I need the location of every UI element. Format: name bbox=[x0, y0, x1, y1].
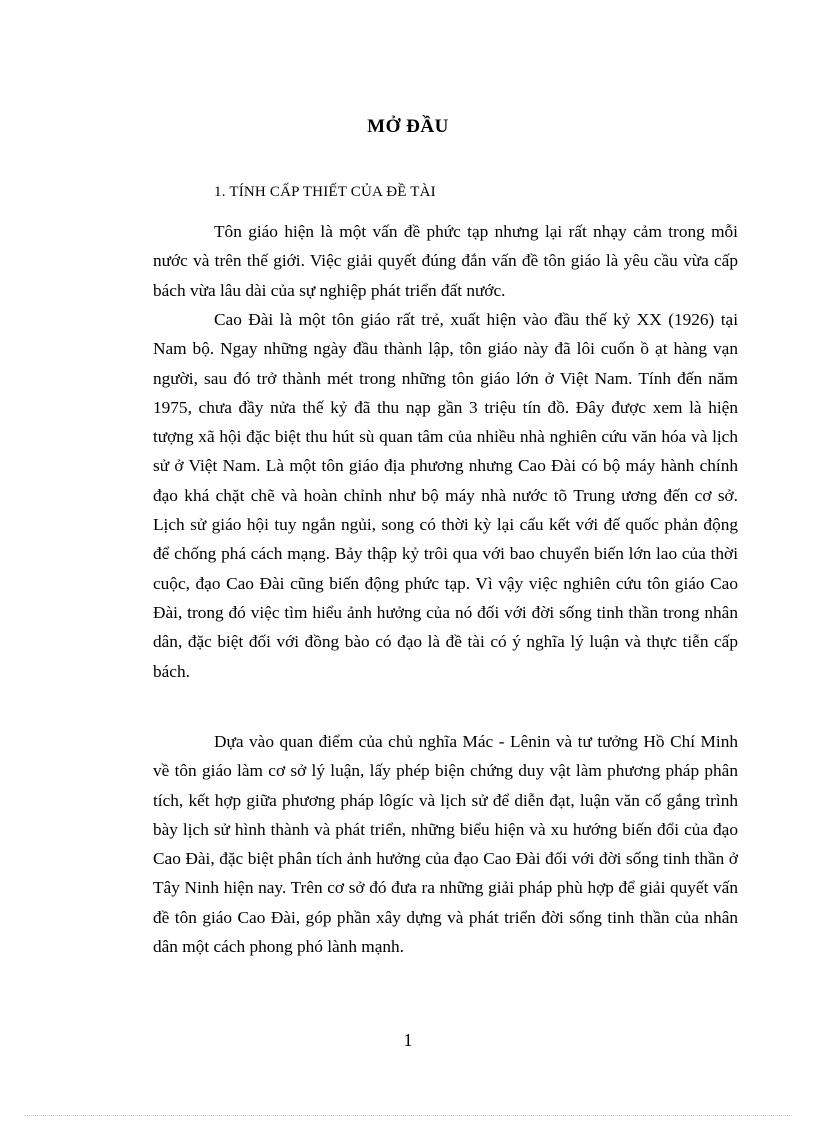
paragraph-1: Tôn giáo hiện là một vấn đề phức tạp nhưng lại rất nhạy cảm trong mỗi nước và trên thế giới. Việc giải quyết đúng đắn vấn đề tôn giáo là yêu cầu vừa cấp bách vừa lâu dài của sự nghiệp phát triển đất nước. bbox=[153, 222, 738, 300]
paragraph-2: Cao Đài là một tôn giáo rất trẻ, xuất hiện vào đầu thế kỷ XX (1926) tại Nam bộ. Ngay những ngày đầu thành lập, tôn giáo này đã lôi cuốn ồ ạt hàng vạn người, sau đó trở thành mét trong những tôn giáo lớn ở Việt Nam. Tính đến năm 1975, chưa đầy nửa thế kỷ đã thu nạp gần 3 triệu tín đồ. Đây được xem là hiện tượng xã hội đặc biệt thu hút sù quan tâm của nhiều nhà nghiên cứu văn hóa và lịch sử ở Việt Nam. Là một tôn giáo địa phương nhưng Cao Đài có bộ máy hành chính đạo khá chặt chẽ và hoàn chỉnh như bộ máy nhà nước tõ Trung ương đến cơ sở. Lịch sử giáo hội tuy ngắn ngủi, song có thời kỳ lại cấu kết với đế quốc phản động để chống phá cách mạng. Bảy thập kỷ trôi qua với bao chuyển biến lớn lao của thời cuộc, đạo Cao Đài cũng biến động phức tạp. Vì vậy việc nghiên cứu tôn giáo Cao Đài, trong đó việc tìm hiểu ảnh hưởng của nó đối với đời sống tinh thần trong nhân dân, đặc biệt đối với đồng bào có đạo là đề tài có ý nghĩa lý luận và thực tiễn cấp bách. bbox=[153, 310, 738, 681]
footer-divider bbox=[24, 1115, 792, 1116]
section-heading: 1. TÍNH CẤP THIẾT CỦA ĐỀ TÀI bbox=[214, 184, 436, 200]
paragraph-3: Dựa vào quan điểm của chủ nghĩa Mác - Lênin và tư tưởng Hồ Chí Minh về tôn giáo làm cơ sở lý luận, lấy phép biện chứng duy vật làm phương pháp phân tích, kết hợp giữa phương pháp lôgíc và lịch sử để diễn đạt, luận văn cố gắng trình bày lịch sử hình thành và phát triển, những biểu hiện và xu hướng biến đổi của đạo Cao Đài, đặc biệt phân tích ảnh hưởng của đạo Cao Đài đối với đời sống tinh thần ở Tây Ninh hiện nay. Trên cơ sở đó đưa ra những giải pháp phù hợp để giải quyết vấn đề tôn giáo Cao Đài, góp phần xây dựng và phát triển đời sống tinh thần của nhân dân một cách phong phó lành mạnh. bbox=[153, 732, 738, 957]
page-title: MỞ ĐẦU bbox=[367, 116, 449, 137]
page-number: 1 bbox=[403, 1030, 413, 1050]
